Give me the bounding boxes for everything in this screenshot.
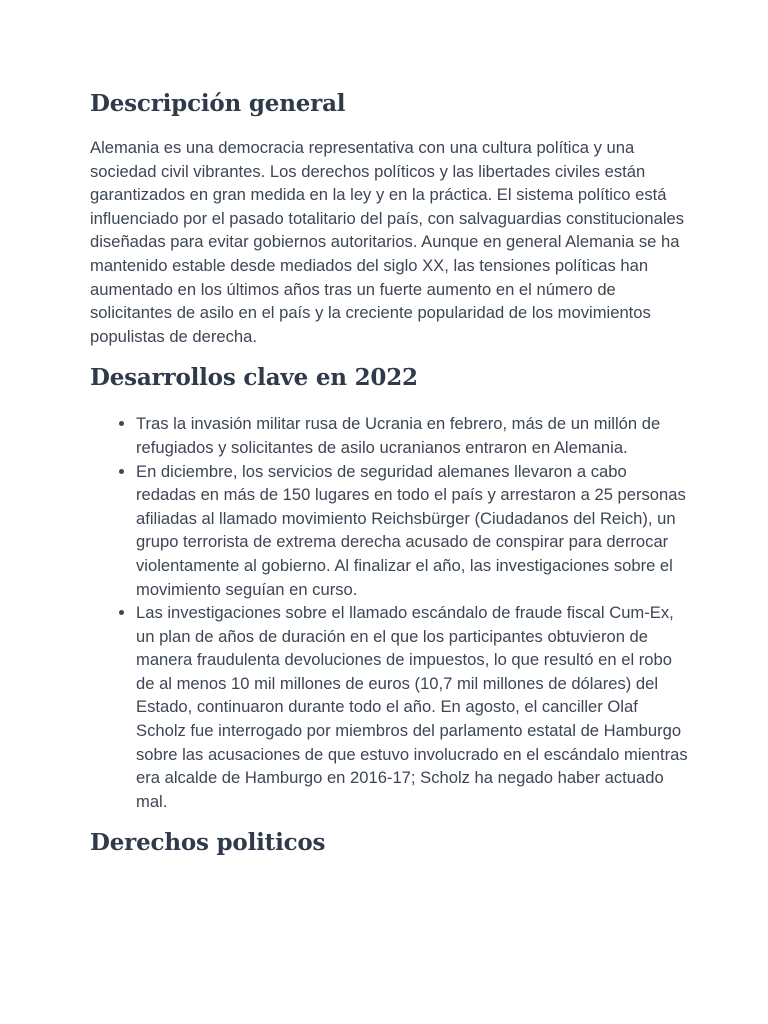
heading-overview: Descripción general <box>90 90 346 117</box>
list-item: • Tras la invasión militar rusa de Ucrania en febrero, más de un millón de refugiados y solicitantes de asilo ucranianos entraron en Alemania. <box>136 412 690 459</box>
list-item: • Las investigaciones sobre el llamado escándalo de fraude fiscal Cum-Ex, un plan de años de duración en el que los participantes obtuvieron de manera fraudulenta devoluciones de impuestos, lo que resultó en el robo de al menos 10 mil millones de euros (10,7 mil millones de dólares) del Estado, continuaron durante todo el año. En agosto, el canciller Olaf Scholz fue interrogado por miembros del parlamento estatal de Hamburgo sobre las acusaciones de que estuvo involucrado en el escándalo mientras era alcalde de Hamburgo en 2016-17; Scholz ha negado haber actuado mal. <box>136 601 690 813</box>
document-page <box>90 88 690 859</box>
list-item: • En diciembre, los servicios de seguridad alemanes llevaron a cabo redadas en más de 150 lugares en todo el país y arrestaron a 25 personas afiliadas al llamado movimiento Reichsbürger (Ciudadanos del Reich), un grupo terrorista de extrema derecha acusado de conspirar para derrocar violentamente al gobierno. Al finalizar el año, las investigaciones sobre el movimiento seguían en curso. <box>136 460 690 602</box>
key-developments-list <box>90 412 690 813</box>
overview-paragraph: Alemania es una democracia representativa con una cultura política y una sociedad civil vibrantes. Los derechos políticos y las libertades civiles están garantizados en gran medida en la ley y en la práctica. El sistema político está influenciado por el pasado totalitario del país, con salvaguardias constitucionales diseñadas para evitar gobiernos autoritarios. Aunque en general Alemania se ha mantenido estable desde mediados del siglo XX, las tensiones políticas han aumentado en los últimos años tras un fuerte aumento en el número de solicitantes de asilo en el país y la creciente popularidad de los movimientos populistas de derecha. <box>90 138 685 346</box>
heading-key-developments: Desarrollos clave en 2022 <box>90 364 418 392</box>
heading-political-rights: Derechos politicos <box>90 829 326 857</box>
